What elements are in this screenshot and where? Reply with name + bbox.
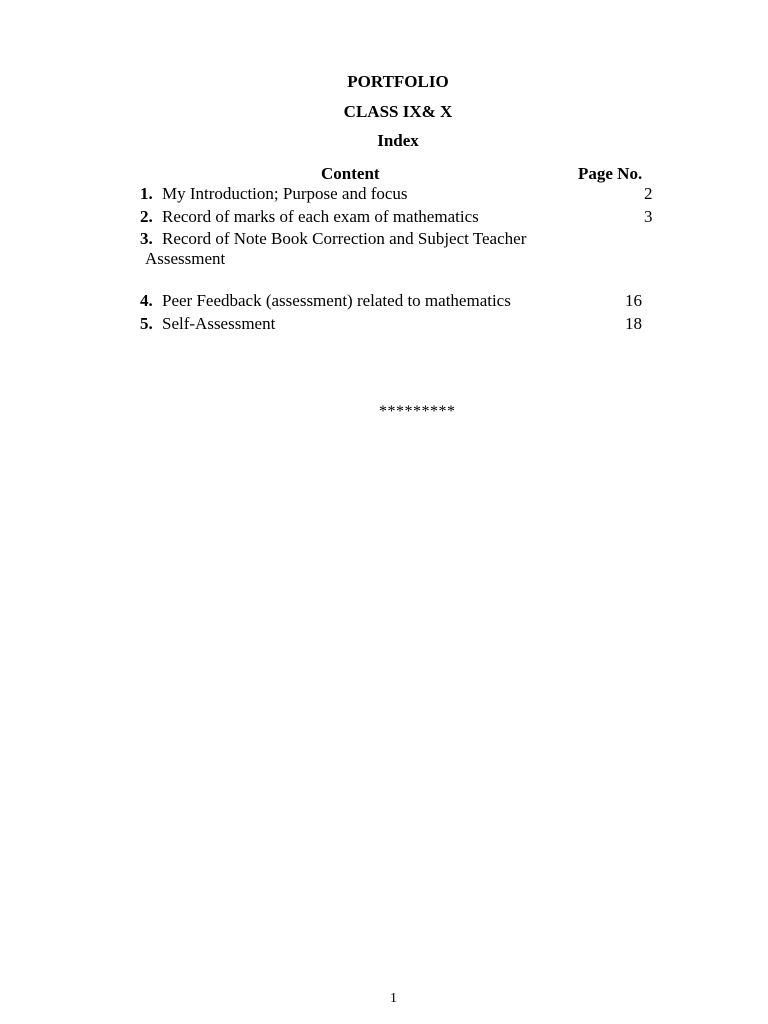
- entry-text: Peer Feedback (assessment) related to mathematics: [162, 291, 511, 310]
- entry-text: My Introduction; Purpose and focus: [162, 184, 408, 203]
- footer-page-number: 1: [390, 991, 397, 1006]
- page-column-heading: Page No.: [578, 164, 643, 183]
- entry-text: Record of marks of each exam of mathematics: [162, 207, 479, 226]
- entry-number: 3.: [140, 229, 153, 248]
- entry-number: 1.: [140, 184, 153, 203]
- index-entry: [140, 184, 408, 204]
- entry-page-number: 16: [625, 291, 642, 310]
- entry-text: Self-Assessment: [162, 314, 276, 333]
- entry-page-number: 2: [644, 184, 653, 203]
- document-title: PORTFOLIO: [347, 72, 449, 91]
- section-divider: *********: [379, 403, 456, 420]
- index-entry: [140, 314, 275, 334]
- entry-number: 4.: [140, 291, 153, 310]
- entry-number: 5.: [140, 314, 153, 333]
- entry-text-continuation: Assessment: [145, 249, 226, 268]
- class-line: CLASS IX& X: [343, 102, 453, 121]
- index-entry: [140, 229, 526, 249]
- entry-text: Record of Note Book Correction and Subject Teacher: [162, 229, 527, 248]
- entry-page-number: 3: [644, 207, 653, 226]
- content-column-heading: Content: [321, 164, 380, 183]
- entry-page-number: 18: [625, 314, 642, 333]
- index-heading: Index: [377, 131, 419, 150]
- entry-number: 2.: [140, 207, 153, 226]
- index-entry: [140, 291, 511, 311]
- index-entry: [140, 207, 479, 227]
